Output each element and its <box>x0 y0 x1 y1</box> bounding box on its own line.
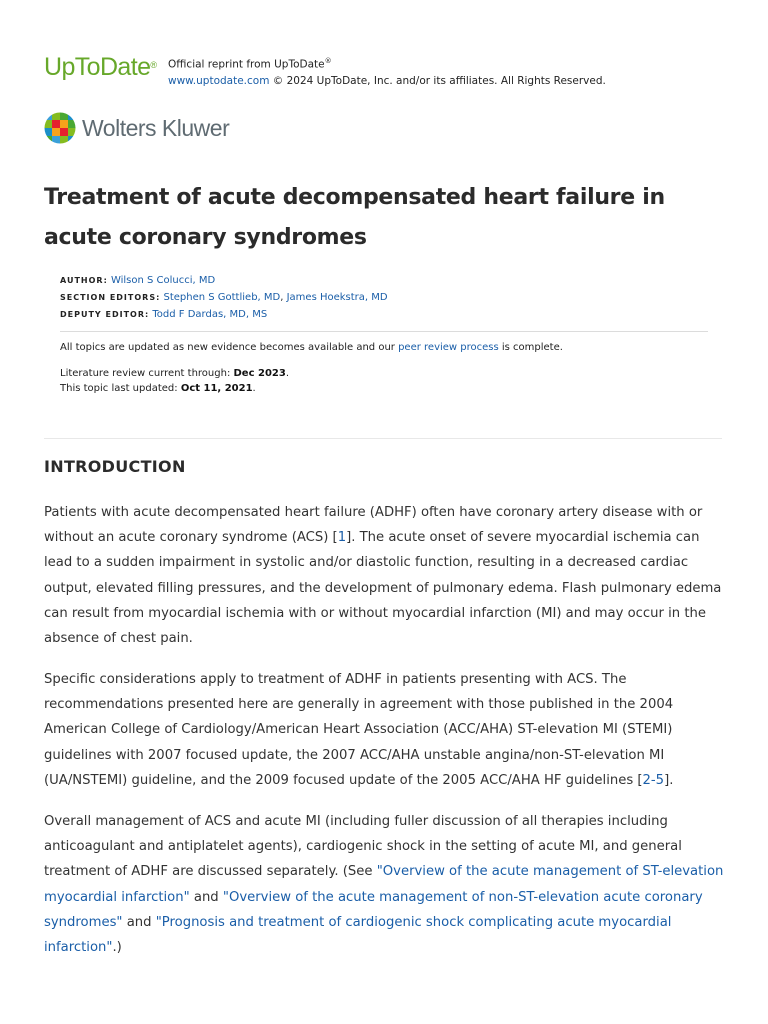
wolters-kluwer-mosaic-icon <box>44 112 76 144</box>
reprint-text: Official reprint from UpToDate <box>168 58 325 71</box>
paragraph: Patients with acute decompensated heart failure (ADHF) often have coronary artery disease with or without an acute coronary syndrome (ACS) [1]. The acute onset of severe myocardial ischemia can lead to a sudden impairment in systolic and/or diastolic function, resulting in a decreased cardiac output, elevated filling pressures, and the development of pulmonary edema. Flash pulmonary edema can result from myocardial ischemia with or without myocardial infarction (MI) and may occur in the absence of chest pain. <box>44 505 722 647</box>
reprint-registered-mark: ® <box>324 57 332 65</box>
review-dates <box>60 366 720 396</box>
section-editor-link[interactable]: James Hoekstra, MD <box>286 292 388 303</box>
reprint-notice <box>168 53 648 89</box>
author-label: AUTHOR <box>60 276 104 285</box>
article-title: Treatment of acute decompensated heart failure in acute coronary syndromes <box>44 185 665 250</box>
deputy-editor-link[interactable]: Todd F Dardas, MD, MS <box>152 309 268 320</box>
section-editors-row: SECTION EDITORS: Stephen S Gottlieb, MD, James Hoekstra, MD <box>60 292 388 303</box>
author-link[interactable]: Wilson S Colucci, MD <box>110 275 216 286</box>
divider <box>44 438 722 439</box>
deputy-editor-row: DEPUTY EDITOR: Todd F Dardas, MD, MS <box>60 309 268 320</box>
uptodate-logo[interactable] <box>44 52 156 82</box>
divider <box>60 331 708 332</box>
last-updated-date: This topic last updated: Oct 11, 2021. <box>60 383 256 394</box>
registered-mark: ® <box>150 60 157 70</box>
reference-link[interactable]: 2-5 <box>642 772 665 788</box>
literature-review-date: Literature review current through: Dec 2023. <box>60 368 290 379</box>
deputy-editor-label: DEPUTY EDITOR <box>60 310 145 319</box>
paragraph: Overall management of ACS and acute MI (including fuller discussion of all therapies including anticoagulant and antiplatelet agents), cardiogenic shock in the setting of acute MI, and general treatment of ADHF are discussed separately. (See "Overview of the acute management of ST-elevation myocardial infarction" and "Overview of the acute management of non-ST-elevation acute coronary syndromes" and "Prognosis and treatment of cardiogenic shock complicating acute myocardial infarction".) <box>44 814 724 956</box>
wolters-kluwer-wordmark: Wolters Kluwer <box>82 115 230 141</box>
reference-link[interactable]: 1 <box>337 530 347 546</box>
section-heading: INTRODUCTION <box>44 457 186 476</box>
topic-link[interactable]: "Prognosis and treatment of cardiogenic shock complicating acute myocardial infarction" <box>44 914 672 956</box>
uptodate-url-link[interactable]: www.uptodate.com <box>168 74 270 87</box>
author-row: AUTHOR: Wilson S Colucci, MD <box>60 275 216 286</box>
paragraph: Specific considerations apply to treatment of ADHF in patients presenting with ACS. The recommendations presented here are generally in agreement with those published in the 2004 American College of Cardiology/American Heart Association (ACC/AHA) ST-elevation MI (STEMI) guidelines with 2007 focused update, the 2007 ACC/AHA unstable angina/non-ST-elevation MI (UA/NSTEMI) guideline, and the 2009 focused update of the 2005 ACC/AHA HF guidelines [2-5]. <box>44 672 674 788</box>
copyright-text: © 2024 UpToDate, Inc. and/or its affiliates. All Rights Reserved. <box>269 74 606 87</box>
section-editors-label: SECTION EDITORS <box>60 293 157 302</box>
topic-link[interactable]: "Overview of the acute management of non-ST-elevation acute coronary syndromes" <box>44 889 703 930</box>
update-notice: All topics are updated as new evidence becomes available and our peer review process is complete. <box>60 342 563 353</box>
peer-review-process-link[interactable]: peer review process <box>398 342 499 353</box>
section-editor-link[interactable]: Stephen S Gottlieb, MD <box>163 292 281 303</box>
topic-link[interactable]: "Overview of the acute management of ST-elevation myocardial infarction" <box>44 864 724 905</box>
uptodate-logo-text: UpToDate <box>44 53 151 81</box>
article-credits <box>60 272 388 323</box>
